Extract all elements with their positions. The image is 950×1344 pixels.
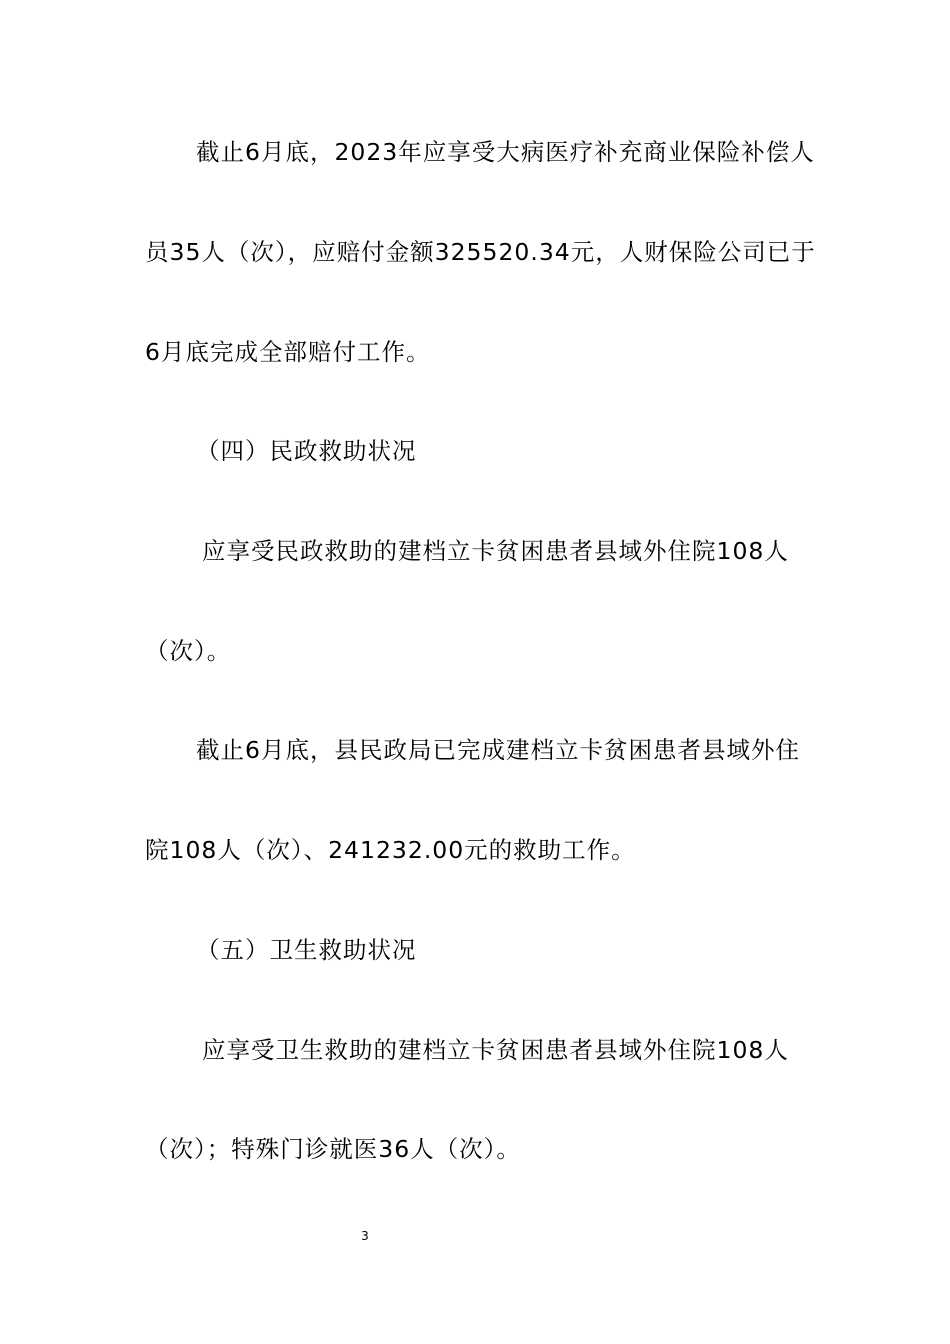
paragraph-line: 应享受民政救助的建档立卡贫困患者县域外住院108人 [202,537,789,565]
paragraph-line: 截止6月底，县民政局已完成建档立卡贫困患者县域外住 [196,736,800,764]
paragraph-line: 员35人（次），应赔付金额325520.34元，人财保险公司已于 [145,238,816,266]
page-number: 3 [361,1229,369,1243]
paragraph-line: （次）；特殊门诊就医36人（次）。 [145,1135,521,1163]
paragraph-line: 6月底完成全部赔付工作。 [145,338,431,366]
paragraph-line: 院108人（次）、241232.00元的救助工作。 [145,836,636,864]
paragraph-line: 截止6月底，2023年应享受大病医疗补充商业保险补偿人 [196,138,815,166]
section-heading: （四）民政救助状况 [196,437,417,465]
section-heading: （五）卫生救助状况 [196,936,417,964]
paragraph-line: （次）。 [145,637,232,665]
paragraph-line: 应享受卫生救助的建档立卡贫困患者县域外住院108人 [202,1036,789,1064]
